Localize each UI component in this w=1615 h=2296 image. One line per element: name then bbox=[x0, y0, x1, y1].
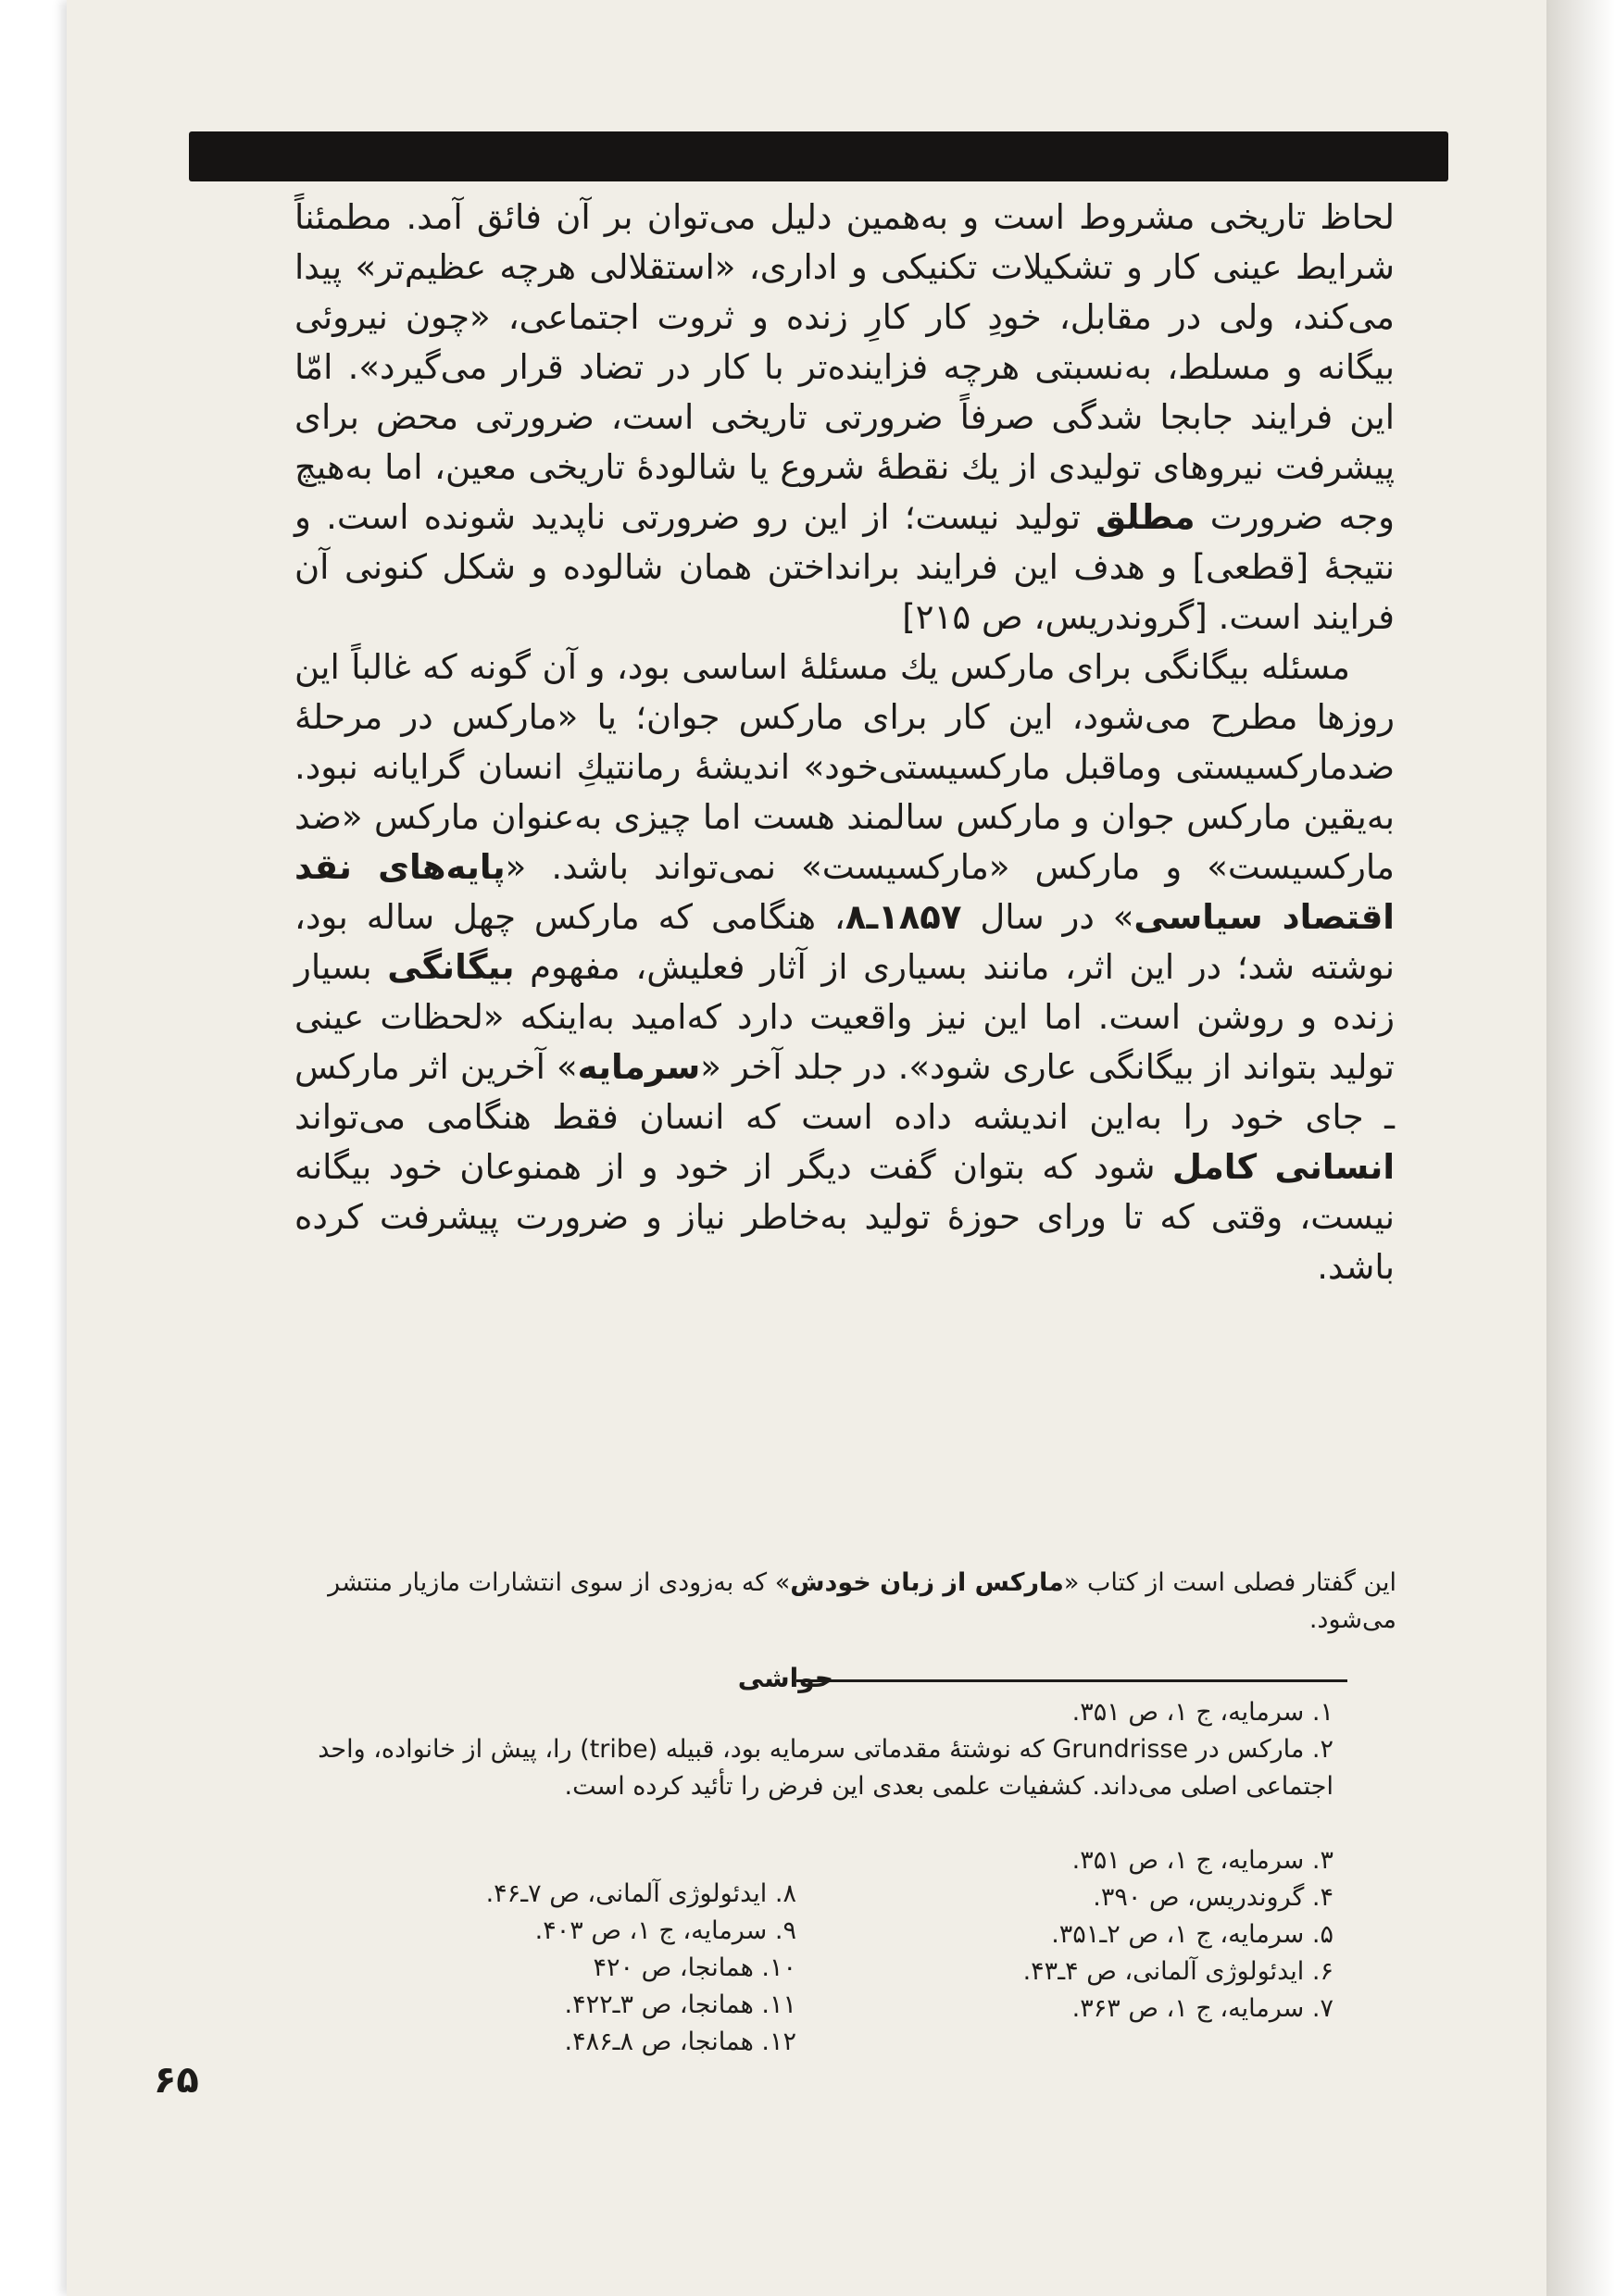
notes-divider bbox=[796, 1679, 1347, 1682]
footnote-10: ۱۰. همانجا، ص ۴۲۰ bbox=[593, 1953, 796, 1982]
footnote-2: ۲. مارکس در Grundrisse که نوشتهٔ مقدماتی سرمایه بود، قبیله (tribe) را، پیش از خانواده، واحد اجتماعی اصلی می‌داند. کشفیات علمی بعدی این فرض را تأئید کرده است. bbox=[318, 1735, 1333, 1801]
body-text bbox=[294, 193, 1395, 1292]
footnote-3: ۳. سرمایه، ج ۱، ص ۳۵۱. bbox=[1071, 1846, 1333, 1875]
bold-term: ۱۸۵۷ـ۸ bbox=[845, 897, 962, 937]
paragraph-2: مسئله بیگانگی برای مارکس یك مسئلهٔ اساسی بود، و آن گونه که غالباً این روزها مطرح می‌شود، این کار برای مارکس جوان؛ یا «مارکس در مرحلهٔ ضدمارکسیستی وماقبل مارکسیستی‌خود» اندیشهٔ رمانتیكِ انسان گرایانه نبود. به‌یقین مارکس جوان و مارکس سالمند هست اما چیزی به‌عنوان مارکس «ضد مارکسیست» و مارکس «مارکسیست» نمی‌تواند باشد. «پایه‌های نقد اقتصاد سیاسی» در سال ۱۸۵۷ـ۸، هنگامی که مارکس چهل ساله بود، نوشته شد؛ در این اثر، مانند بسیاری از آثار فعلیش، مفهوم بیگانگی بسیار زنده و روشن است. اما این نیز واقعیت دارد که‌امید به‌اینکه «لحظات عینی تولید بتواند از بیگانگی عاری شود». در جلد آخر «سرمایه» آخرین اثر مارکس ـ جای خود را به‌این اندیشه داده است که انسان فقط هنگامی می‌تواند انسانی کامل شود که بتوان گفت دیگر از خود و از همنوعان خود بیگانه نیست، وقتی که تا ورای حوزهٔ تولید به‌خاطر نیاز و ضرورت پیشرفت کرده باشد. bbox=[294, 647, 1396, 1287]
footnote-7: ۷. سرمایه، ج ۱، ص ۳۶۳. bbox=[1071, 1994, 1333, 2023]
page-edge-shadow bbox=[1546, 0, 1615, 2296]
paragraph-1: لحاظ تاریخی مشروط است و به‌همین دلیل می‌توان بر آن فائق آمد. مطمئناً شرایط عینی کار و تشکیلات تکنیکی و اداری، «استقلالی هرچه عظیم‌تر» پیدا می‌کند، ولی در مقابل، خودِ کار کارِ زنده و ثروت اجتماعی، «چون نیروئی بیگانه و مسلط، به‌نسبتی هرچه فزاینده‌تر با کار در تضاد قرار می‌گیرد». امّا این فرایند جابجا شدگی صرفاً ضرورتی تاریخی است، ضرورتی محض برای پیشرفت نیروهای تولیدی از یك نقطهٔ شروع یا شالودهٔ تاریخی معین، اما به‌هیچ وجه ضرورت مطلق تولید نیست؛ از این رو ضرورتی ناپدید شونده است. و نتیجهٔ [قطعی] و هدف این فرایند برانداختن همان شالوده و شکل کنونی آن فرایند است. [گروندریس، ص ۲۱۵] bbox=[294, 197, 1395, 637]
bold-term: بیگانگی bbox=[387, 947, 515, 987]
footnote-8: ۸. ایدئولوژی آلمانی، ص ۷ـ۴۶. bbox=[485, 1879, 796, 1908]
notes-column-right bbox=[833, 1694, 1333, 1731]
source-note: این گفتار فصلی است از کتاب «مارکس از زبان خودش» که به‌زودی از سوی انتشارات مازیار منتشر می‌شود. bbox=[328, 1568, 1396, 1634]
footnote-9: ۹. سرمایه، ج ۱، ص ۴۰۳. bbox=[534, 1916, 796, 1945]
bold-term: سرمایه bbox=[577, 1047, 701, 1087]
notes-column-left bbox=[315, 1876, 796, 2061]
footnote-1: ۱. سرمایه، ج ۱، ص ۳۵۱. bbox=[1071, 1698, 1333, 1727]
header-bar bbox=[189, 131, 1448, 181]
footnote-4: ۴. گروندریس، ص ۳۹۰. bbox=[1093, 1883, 1333, 1912]
bold-term: انسانی کامل bbox=[1171, 1147, 1396, 1187]
footnote-5: ۵. سرمایه، ج ۱، ص ۲ـ۳۵۱. bbox=[1051, 1920, 1333, 1949]
footnote-12: ۱۲. همانجا، ص ۸ـ۴۸۶. bbox=[564, 2028, 796, 2056]
page-number: ۶۵ bbox=[154, 2059, 199, 2102]
bold-term: مطلق bbox=[1095, 497, 1196, 537]
footnote-6: ۶. ایدئولوژی آلمانی، ص ۴ـ۴۳. bbox=[1022, 1957, 1333, 1986]
footnote-11: ۱۱. همانجا، ص ۳ـ۴۲۲. bbox=[564, 1990, 796, 2019]
notes-column-right-lower bbox=[833, 1842, 1333, 2028]
bold-term: پایه‌های نقد اقتصاد سیاسی bbox=[294, 847, 1395, 937]
notes-title: حواشی bbox=[737, 1663, 833, 1693]
